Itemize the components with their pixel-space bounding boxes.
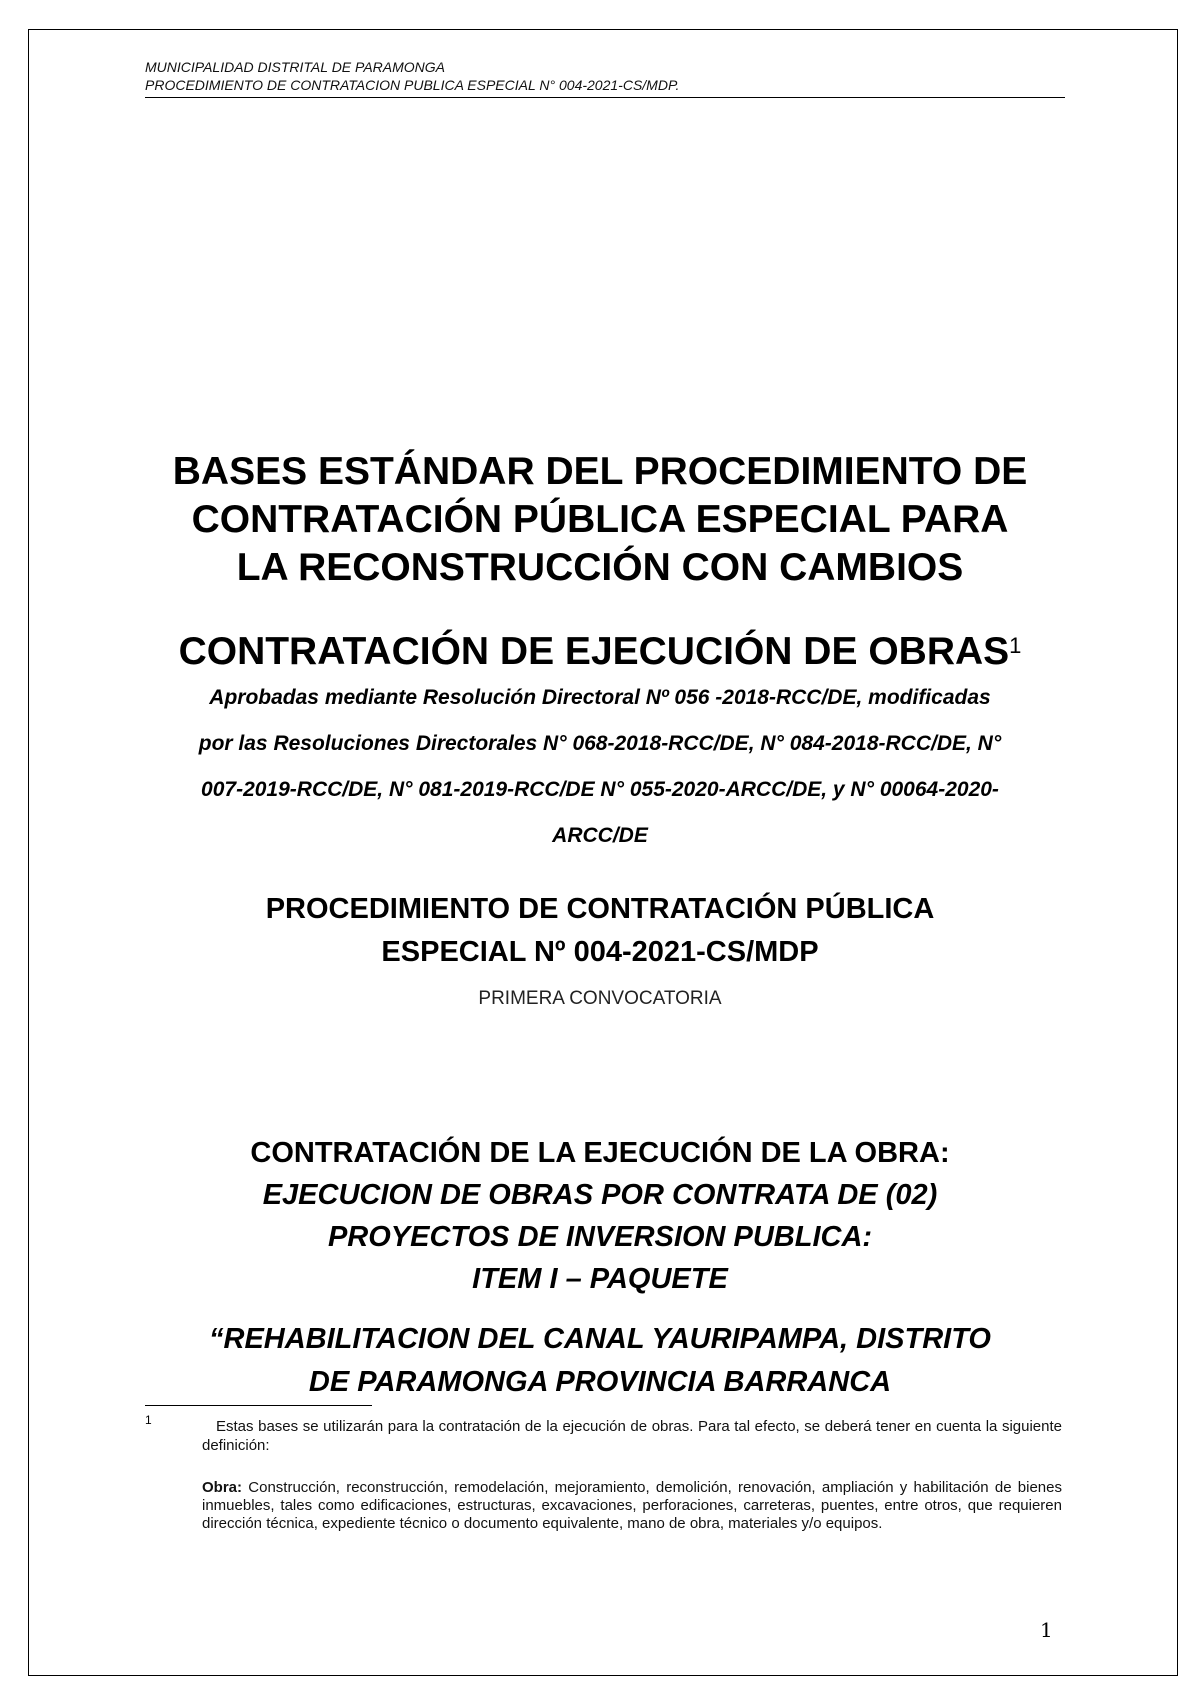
footnote-reference: 1 — [1009, 633, 1022, 658]
convocatoria-label: PRIMERA CONVOCATORIA — [478, 988, 722, 1009]
contract-heading — [60, 1132, 1140, 1300]
contract-line-2: EJECUCION DE OBRAS POR CONTRATA DE (02) — [262, 1179, 938, 1211]
approval-line-3: 007-2019-RCC/DE, N° 081-2019-RCC/DE N° 055-2020-ARCC/DE, y N° 00064-2020- — [201, 778, 999, 801]
header-line-2: PROCEDIMIENTO DE CONTRATACION PUBLICA ESPECIAL N° 004-2021-CS/MDP. — [145, 77, 680, 93]
project-name — [60, 1318, 1140, 1404]
footnote-body: Estas bases se utilizarán para la contratación de la ejecución de obras. Para tal efecto, se deberá tener en cuenta la siguiente definición: — [202, 1418, 1062, 1454]
approval-line-1: Aprobadas mediante Resolución Directoral Nº 056 -2018-RCC/DE, modificadas — [209, 686, 991, 709]
subtitle-text: CONTRATACIÓN DE EJECUCIÓN DE OBRAS — [178, 630, 1010, 673]
contract-line-3: PROYECTOS DE INVERSION PUBLICA: — [327, 1221, 873, 1253]
page-header — [145, 58, 1065, 98]
approval-line-2: por las Resoluciones Directorales N° 068-2018-RCC/DE, N° 084-2018-RCC/DE, N° — [198, 732, 1002, 755]
contract-line-4: ITEM I – PAQUETE — [472, 1263, 728, 1295]
footnote-text — [202, 1417, 1062, 1455]
procedure-line-2: ESPECIAL Nº 004-2021-CS/MDP — [381, 936, 819, 968]
title-line-2: CONTRATACIÓN PÚBLICA ESPECIAL PARA — [191, 498, 1009, 541]
definition-term: Obra: — [202, 1479, 243, 1496]
document-subtitle — [60, 630, 1140, 674]
footnote-separator — [145, 1405, 372, 1406]
approval-line-4: ARCC/DE — [552, 824, 648, 847]
approval-statement — [60, 675, 1140, 859]
page-number: 1 — [1040, 1618, 1053, 1642]
title-line-3: LA RECONSTRUCCIÓN CON CAMBIOS — [236, 546, 964, 589]
title-line-1: BASES ESTÁNDAR DEL PROCEDIMIENTO DE — [172, 450, 1028, 493]
header-line-1: MUNICIPALIDAD DISTRITAL DE PARAMONGA — [145, 59, 446, 75]
procedure-heading — [60, 888, 1140, 974]
footnote-definition — [202, 1479, 1062, 1533]
procedure-line-1: PROCEDIMIENTO DE CONTRATACIÓN PÚBLICA — [265, 893, 935, 925]
definition-text: Construcción, reconstrucción, remodelación, mejoramiento, demolición, renovación, ampliación y habilitación de bienes inmuebles, tales como edificaciones, estructuras, excavaciones, perforaciones, carreteras, puentes, entre otros, que requieren dirección técnica, expediente técnico o documento equivalente, mano de obra, materiales y/o equipos. — [202, 1479, 1062, 1532]
project-line-2: DE PARAMONGA PROVINCIA BARRANCA — [308, 1366, 892, 1398]
contract-line-1: CONTRATACIÓN DE LA EJECUCIÓN DE LA OBRA: — [250, 1137, 950, 1169]
footnote-number: 1 — [145, 1413, 152, 1427]
project-line-1: “REHABILITACION DEL CANAL YAURIPAMPA, DISTRITO — [209, 1323, 991, 1355]
document-title — [60, 448, 1140, 592]
